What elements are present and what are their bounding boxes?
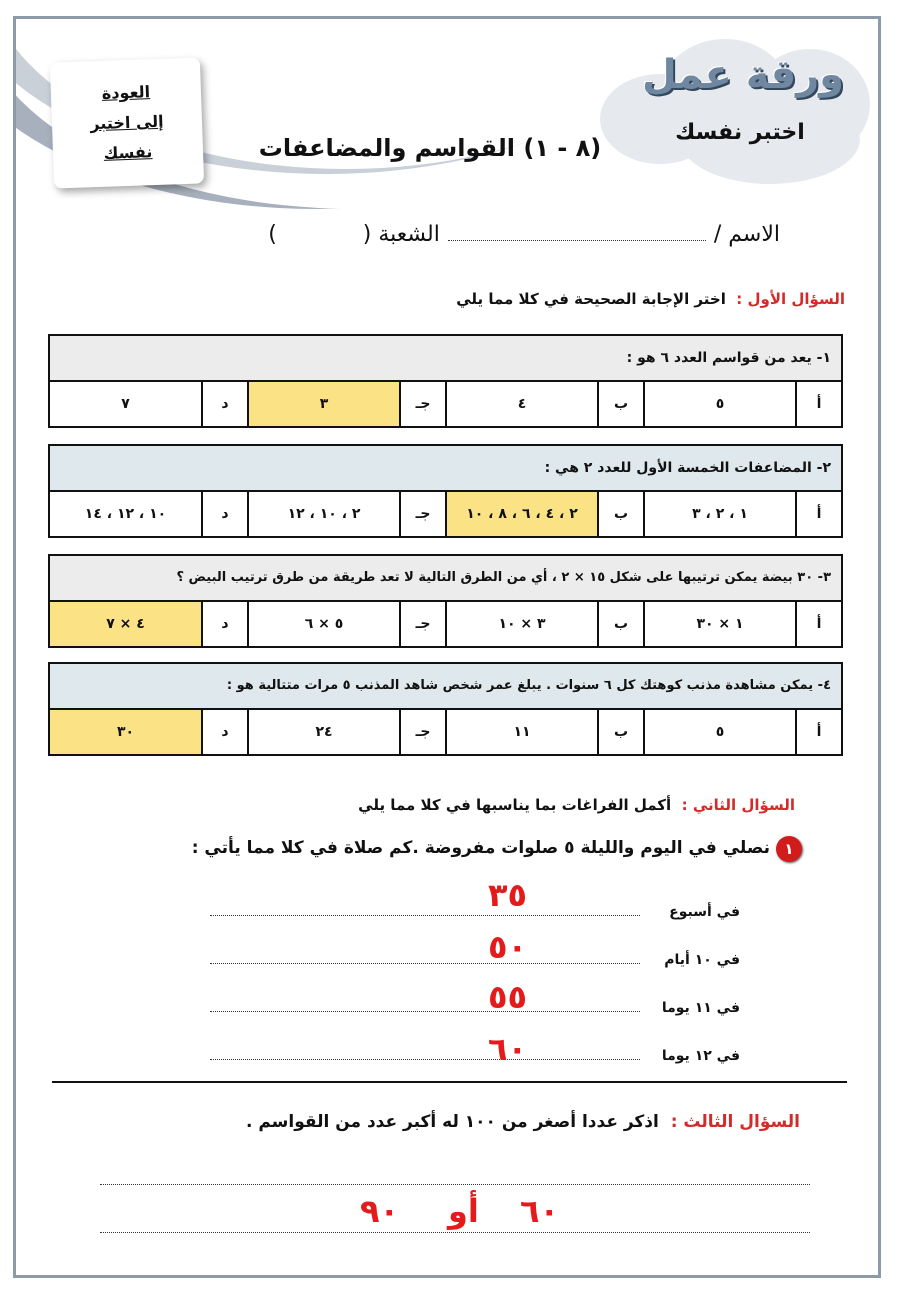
option-letter: ب [597,710,643,754]
fill-row-label: في ١٢ يوما [661,1048,740,1064]
option-value-correct[interactable]: ٢ ، ٤ ، ٦ ، ٨ ، ١٠ [445,492,597,536]
fill-row [210,1034,740,1064]
option-value-correct[interactable]: ٣٠ [50,710,201,754]
fill-row [210,890,740,920]
option-value[interactable]: ٤ [445,382,597,426]
option-letter: أ [795,382,841,426]
option-letter: جـ [399,710,445,754]
option-value[interactable]: ١ × ٣٠ [643,602,795,646]
option-letter: أ [795,492,841,536]
q1-heading [456,290,845,308]
fill-blank[interactable] [210,914,640,916]
option-value[interactable]: ٢ ، ١٠ ، ١٢ [247,492,399,536]
option-letter: أ [795,710,841,754]
option-letter: أ [795,602,841,646]
fill-row-label: في ١١ يوما [661,1000,740,1016]
handwritten-answer: ٣٥ [488,876,528,914]
handwritten-answer: ٥٠ [488,928,528,966]
fill-blank[interactable] [210,962,640,964]
mcq-item [48,334,843,428]
option-value-correct[interactable]: ٣ [247,382,399,426]
fill-row-label: في أسبوع [669,904,740,920]
option-value-correct[interactable]: ٤ × ٧ [50,602,201,646]
option-value[interactable]: ٢٤ [247,710,399,754]
fill-row [210,938,740,968]
q3-question: اذكر عددا أصغر من ١٠٠ له أكبر عدد من القواسم . [245,1112,659,1132]
mcq-question: ٢- المضاعفات الخمسة الأول للعدد ٢ هي : [50,446,841,492]
option-value[interactable]: ١٠ ، ١٢ ، ١٤ [84,506,167,522]
option-letter: د [201,382,247,426]
lesson-title: (٨ - ١) القواسم والمضاعفات [258,134,602,162]
option-letter: جـ [399,492,445,536]
mcq-question: ١- يعد من قواسم العدد ٦ هو : [50,336,841,382]
fill-row-label: في ١٠ أيام [664,952,740,968]
q2-instruction: أكمل الفراغات بما يناسبها في كلا مما يلي [358,796,672,814]
option-letter: د [201,492,247,536]
option-value[interactable]: ٥ [643,710,795,754]
answer-line[interactable] [100,1184,810,1185]
option-value[interactable]: ٥ [643,382,795,426]
option-letter: ب [597,382,643,426]
q2-label: السؤال الثاني : [681,796,795,814]
option-value[interactable]: ١١ [445,710,597,754]
q1-label: السؤال الأول : [736,290,845,308]
fill-blank[interactable] [210,1058,640,1060]
handwritten-answer: ٩٠ [360,1192,400,1230]
q2-heading [358,796,795,814]
back-to-test-link[interactable] [50,57,204,188]
q2-lead-text: نصلي في اليوم والليلة ٥ صلوات مفروضة .كم صلاة في كلا مما يأتي : [191,838,770,858]
mcq-item [48,554,843,648]
mcq-question: ٣- ٣٠ بيضة يمكن ترتيبها على شكل ١٥ × ٢ ، أي من الطرق التالية لا تعد طريقة من طرق ترتيب البيض ؟ [50,556,841,602]
back-link-line[interactable]: العودة [101,82,151,103]
name-field[interactable] [448,226,706,241]
name-label: الاسم / [713,222,780,247]
option-letter: ب [597,602,643,646]
option-letter: جـ [399,602,445,646]
number-bullet: ١ [776,836,802,862]
option-letter: د [201,602,247,646]
section-close: ) [268,222,277,247]
worksheet-title: ورقة عمل [641,52,845,98]
student-info-line [268,222,780,247]
handwritten-answer: ٥٥ [488,978,528,1016]
handwritten-answer: ٦٠ [488,1030,528,1068]
fill-blank[interactable] [210,1010,640,1012]
option-letter: جـ [399,382,445,426]
q1-instruction: اختر الإجابة الصحيحة في كلا مما يلي [456,290,726,308]
handwritten-answer: ٦٠ [520,1192,560,1230]
option-value[interactable]: ٥ × ٦ [247,602,399,646]
q3-label: السؤال الثالث : [670,1112,800,1132]
section-label: الشعبة ( [362,222,440,247]
section-divider [52,1081,847,1083]
handwritten-answer-or: أو [448,1192,479,1230]
q3-heading [246,1112,800,1132]
mcq-item [48,444,843,538]
worksheet-subtitle: اختبر نفسك [675,120,805,145]
option-value[interactable]: ٣ × ١٠ [445,602,597,646]
mcq-question: ٤- يمكن مشاهدة مذنب كوهتك كل ٦ سنوات . يبلغ عمر شخص شاهد المذنب ٥ مرات متتالية هو : [50,664,841,710]
mcq-item [48,662,843,756]
answer-line[interactable] [100,1232,810,1233]
back-link-line[interactable]: نفسك [103,142,153,163]
back-link-line[interactable]: إلى اختبر [90,111,164,134]
fill-row [210,986,740,1016]
option-letter: ب [597,492,643,536]
option-value[interactable]: ١ ، ٢ ، ٣ [643,492,795,536]
option-value[interactable]: ٧ [121,396,130,412]
option-letter: د [201,710,247,754]
